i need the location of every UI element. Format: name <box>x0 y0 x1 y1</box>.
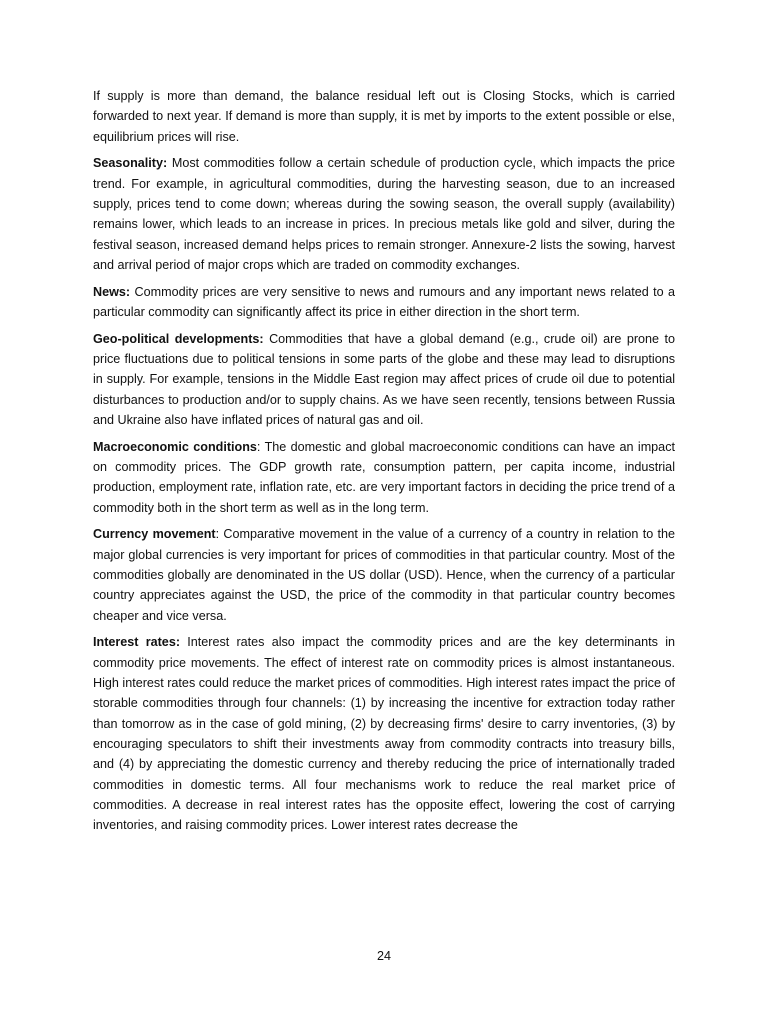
paragraph-text: Interest rates also impact the commodity prices and are the key determinants in commodity price movements. The effect of interest rate on commodity prices is almost instantaneous. High interest rates could reduce the market prices of commodities. High interest rates impact the price of storable commodities through four channels: (1) by increasing the incentive for extraction today rather than tomorrow as in the case of gold mining, (2) by decreasing firms' desire to carry inventories, (3) by encouraging speculators to shift their investments away from commodity contracts into treasury bills, and (4) by appreciating the domestic currency and thereby reducing the price of internationally traded commodities in domestic terms. All four mechanisms work to reduce the real market price of commodities. A decrease in real interest rates has the opposite effect, lowering the cost of carrying inventories, and raising commodity prices. Lower interest rates decrease the <box>93 635 676 833</box>
paragraph-heading: Geo-political developments: <box>93 331 264 346</box>
paragraph-heading: Interest rates: <box>93 635 181 650</box>
paragraph-text: The domestic and global macroeconomic conditions can have an impact on commodity prices. The GDP growth rate, consumption pattern, per capita income, industrial production, employment rate, inflation rate, etc. are very important factors in deciding the price trend of a commodity both in the short term as well as in the long term. <box>93 439 675 515</box>
paragraph-seasonality <box>93 153 675 275</box>
heading-separator: : <box>256 439 265 454</box>
paragraph-currency <box>93 524 675 625</box>
body-text <box>93 86 675 842</box>
paragraph-macroeconomic <box>93 437 675 518</box>
page-number: 24 <box>376 949 391 963</box>
paragraph-supply-demand <box>93 86 675 147</box>
heading-separator: : <box>215 527 224 542</box>
paragraph-heading: Currency movement <box>93 527 216 542</box>
paragraph-heading: Macroeconomic conditions <box>93 439 257 454</box>
paragraph-interest-rates <box>93 632 675 835</box>
paragraph-text: Most commodities follow a certain schedule of production cycle, which impacts the price trend. For example, in agricultural commodities, during the harvesting season, due to an increased supply, prices tend to come down; whereas during the sowing season, the overall supply (availability) remains lower, which leads to an increase in prices. In precious metals like gold and silver, during the festival season, increased demand helps prices to remain stronger. Annexure-2 lists the sowing, harvest and arrival period of major crops which are traded on commodity exchanges. <box>93 156 675 272</box>
paragraph-text: Commodity prices are very sensitive to news and rumours and any important news related to a particular commodity can significantly affect its price in either direction in the short term. <box>93 284 675 319</box>
paragraph-heading: Seasonality: <box>93 156 168 171</box>
paragraph-news <box>93 282 675 323</box>
paragraph-text: If supply is more than demand, the balance residual left out is Closing Stocks, which is carried forwarded to next year. If demand is more than supply, it is met by imports to the extent possible or else, equilibrium prices will rise. <box>93 89 675 144</box>
paragraph-geo-political <box>93 329 675 430</box>
paragraph-text: Commodities that have a global demand (e.g., crude oil) are prone to price fluctuations due to political tensions in some parts of the globe and these may lead to disruptions in supply. For example, tensions in the Middle East region may affect prices of crude oil due to potential disturbances to production and/or to supply chains. As we have seen recently, tensions between Russia and Ukraine also have inflated prices of natural gas and oil. <box>93 331 675 427</box>
paragraph-text: Comparative movement in the value of a currency of a country in relation to the major global currencies is very important for prices of commodities in that particular country. Most of the commodities globally are denominated in the US dollar (USD). Hence, when the currency of a particular country appreciates against the USD, the price of the commodity in that particular country becomes cheaper and vice versa. <box>93 527 676 623</box>
paragraph-heading: News: <box>93 284 131 299</box>
